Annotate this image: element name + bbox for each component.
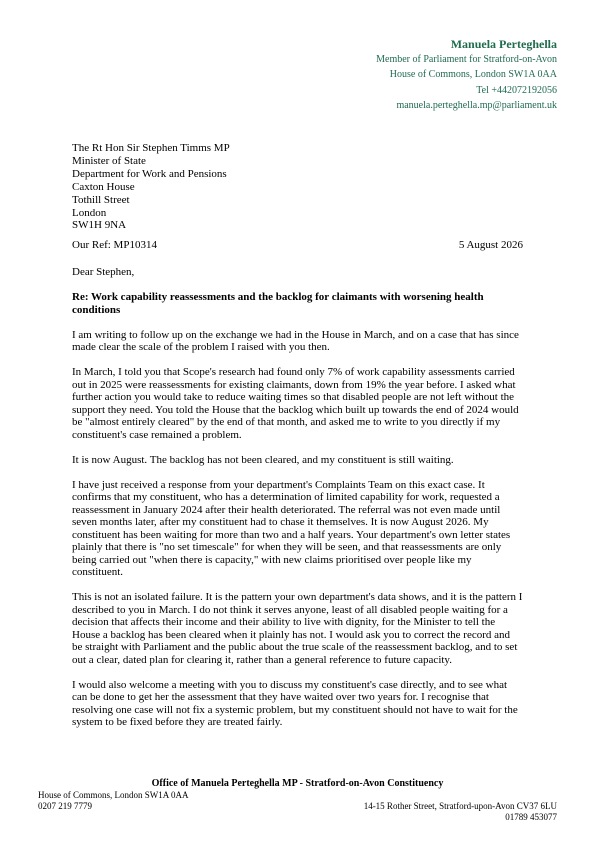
reference-number: Our Ref: MP10314 [72, 239, 157, 251]
sender-address: House of Commons, London SW1A 0AA [389, 69, 557, 81]
footer-right-phone: 01789 453077 [505, 812, 557, 822]
footer-office-title: Office of Manuela Perteghella MP - Stratford-on-Avon Constituency [151, 778, 444, 789]
sender-role: Member of Parliament for Stratford-on-Avon [376, 54, 557, 65]
recipient-line: The Rt Hon Sir Stephen Timms MP [72, 142, 230, 154]
body-paragraph: I am writing to follow up on the exchange we had in the House in March, and on a case that has since made clear the scale of the problem I raised with you then. [72, 328, 519, 353]
letter-footer [38, 778, 557, 823]
salutation: Dear Stephen, [72, 266, 135, 278]
body-paragraph: In March, I told you that Scope's research had found only 7% of work capability assessments carried out in 2025 were reassessments for existing claimants, down from 19% the year before. I asked what further action you would take to reduce waiting times so that disabled people are not left without the support they need. You told the House that the backlog which built up towards the end of 2024 would be "almost entirely cleared" by the end of that month, and asked me to write to you directly if my constituent's case remained a problem. [72, 366, 519, 441]
recipient-line: Department for Work and Pensions [72, 167, 227, 180]
footer-left-phone: 0207 219 7779 [38, 801, 92, 811]
body-paragraph: It is now August. The backlog has not been cleared, and my constituent is still waiting. [72, 453, 454, 466]
recipient-line: Caxton House [72, 180, 135, 193]
sender-email: manuela.perteghella.mp@parliament.uk [396, 99, 557, 111]
sender-tel: Tel +442072192056 [476, 84, 557, 96]
recipient-line: London [72, 206, 107, 219]
letter-body [72, 266, 523, 741]
reference-line [72, 239, 523, 252]
body-paragraph: This is not an isolated failure. It is the pattern your own department's data shows, and it is the pattern I described to you in March. I do not think it serves anyone, least of all disabled people waiting for a decision that affects their income and their ability to live with dignity, for the Minister to tell the House a backlog has been cleared when it plainly has not. I would ask you to correct the record and be straight with Parliament and the public about the true scale of the reassessment backlog, and to set out a clear, dated plan for clearing it, rather than a general reference to future capacity. [72, 591, 523, 666]
subject-line: Re: Work capability reassessments and the backlog for claimants with worsening health conditions [72, 291, 484, 316]
sender-block [376, 37, 557, 113]
body-paragraph: I would also welcome a meeting with you to discuss my constituent's case directly, and to see what can be done to get her the assessment that they have waited over two years for. I recognise that resolving one case will not fix a systemic problem, but my constituent should not have to wait for the system to be fixed before they are treated fairly. [72, 678, 518, 728]
footer-right-address: 14-15 Rother Street, Stratford-upon-Avon CV37 6LU [363, 801, 557, 811]
recipient-line: Tothill Street [72, 193, 130, 206]
recipient-line: SW1H 9NA [72, 219, 127, 232]
letter-date: 5 August 2026 [458, 239, 523, 251]
recipient-line: Minister of State [72, 154, 146, 167]
recipient-address [72, 142, 230, 232]
sender-name: Manuela Perteghella [450, 37, 557, 51]
footer-left-address: House of Commons, London SW1A 0AA [38, 790, 189, 800]
body-paragraph: I have just received a response from your department's Complaints Team on this exact case. It confirms that my constituent, who has a determination of limited capability for work, requested a reassessment in January 2024 after their health deteriorated. The referral was not even made until seven months later, after my constituent had to chase it themselves. It is now August 2026. My constituent has been waiting for more than two and a half years. Your department's own letter states plainly that there is "no set timescale" for when they will be seen, and that reassessments are only being carried out "when there is capacity," with new claims prioritised over people like my constituent. [72, 478, 511, 578]
